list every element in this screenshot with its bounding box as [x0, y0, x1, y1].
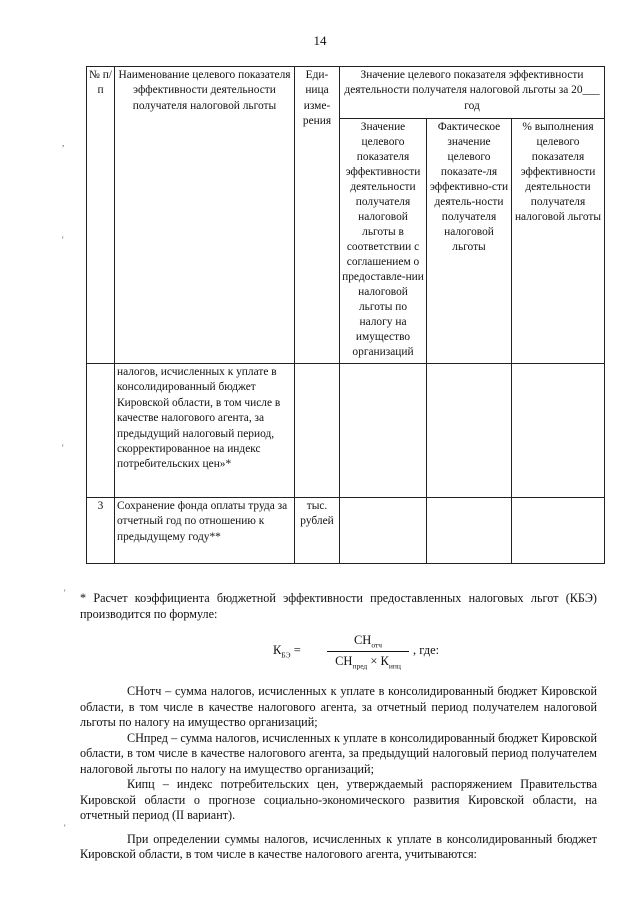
header-num: № п/п [87, 67, 115, 364]
row-plan-value [340, 364, 427, 498]
margin-mark: ' [62, 443, 64, 453]
margin-mark: ' [64, 588, 66, 598]
formula-tail: , где: [413, 643, 440, 657]
row-indicator-name: налогов, исчисленных к уплате в консолидированный бюджет Кировской области, в том числе в качестве налогового агента, за предыдущий налоговый период, скорректированное на индекс потребительских цен»* [115, 364, 295, 498]
header-indicator-name: Наименование целевого показателя эффективности деятельности получателя налоговой льготы [115, 67, 295, 364]
row-percent-done [512, 364, 605, 498]
row-plan-value [340, 498, 427, 564]
page-number: 14 [313, 33, 327, 48]
footnote: * Расчет коэффициента бюджетной эффективности предоставленных налоговых льгот (КБЭ) производится по формуле: [80, 591, 597, 621]
row-num [87, 364, 115, 498]
table-row [87, 364, 605, 498]
margin-mark: ' [64, 823, 66, 833]
margin-mark: , [62, 138, 65, 148]
definitions [80, 684, 597, 863]
table-header-row [87, 67, 605, 119]
row-fact-value [427, 498, 512, 564]
definition-k-ipc: Кипц – индекс потребительских цен, утверждаемый распоряжением Правительства Кировской области о прогнозе социально-экономического развития Кировской области, на отчетный период (II вариант). [80, 777, 597, 822]
table-row [87, 498, 605, 564]
definition-sn-otch: СНотч – сумма налогов, исчисленных к уплате в консолидированный бюджет Кировской области, в том числе в качестве налогового агента, за отчетный период получателем налоговой льготы по налогу на имущество организаций; [80, 684, 597, 729]
header-value-group: Значение целевого показателя эффективности деятельности получателя налоговой льготы за 20___ год [340, 67, 605, 119]
formula-fraction [327, 633, 409, 670]
row-percent-done [512, 498, 605, 564]
row-unit [295, 364, 340, 498]
header-fact-value: Фактическое значение целевого показате-ля эффективно-сти деятель-ности получателя налоговой льготы [427, 119, 512, 364]
header-plan-value: Значение целевого показателя эффективности деятельности получателя налоговой льготы в соответствии с соглашением о предоставле-нии налоговой льготы по налогу на имущество организаций [340, 119, 427, 364]
final-paragraph: При определении суммы налогов, исчисленных к уплате в консолидированный бюджет Кировской области, в том числе в качестве налогового агента, учитываются: [80, 831, 597, 861]
margin-mark: ' [62, 235, 64, 245]
formula-lhs: $К_{БЭ}$ = [273, 643, 301, 660]
indicator-table [86, 66, 605, 564]
row-fact-value [427, 364, 512, 498]
row-unit: тыс. рублей [295, 498, 340, 564]
formula-numerator: $СН_{отч}$ [327, 633, 409, 652]
header-unit: Еди-ница изме-рения [295, 67, 340, 364]
row-indicator-name: Сохранение фонда оплаты труда за отчетный год по отношению к предыдущему году** [115, 498, 295, 564]
formula-denominator: $СН_{пред} \times К_{ипц}$ [335, 653, 401, 670]
row-num: 3 [87, 498, 115, 564]
definition-sn-pred: СНпред – сумма налогов, исчисленных к уплате в консолидированный бюджет Кировской области, в том числе в качестве налогового агента, за предыдущий налоговый период получателем налоговой льготы по налогу на имущество организаций; [80, 730, 597, 776]
header-percent-done: % выполнения целевого показателя эффективности деятельности получателя налоговой льготы [512, 119, 605, 364]
